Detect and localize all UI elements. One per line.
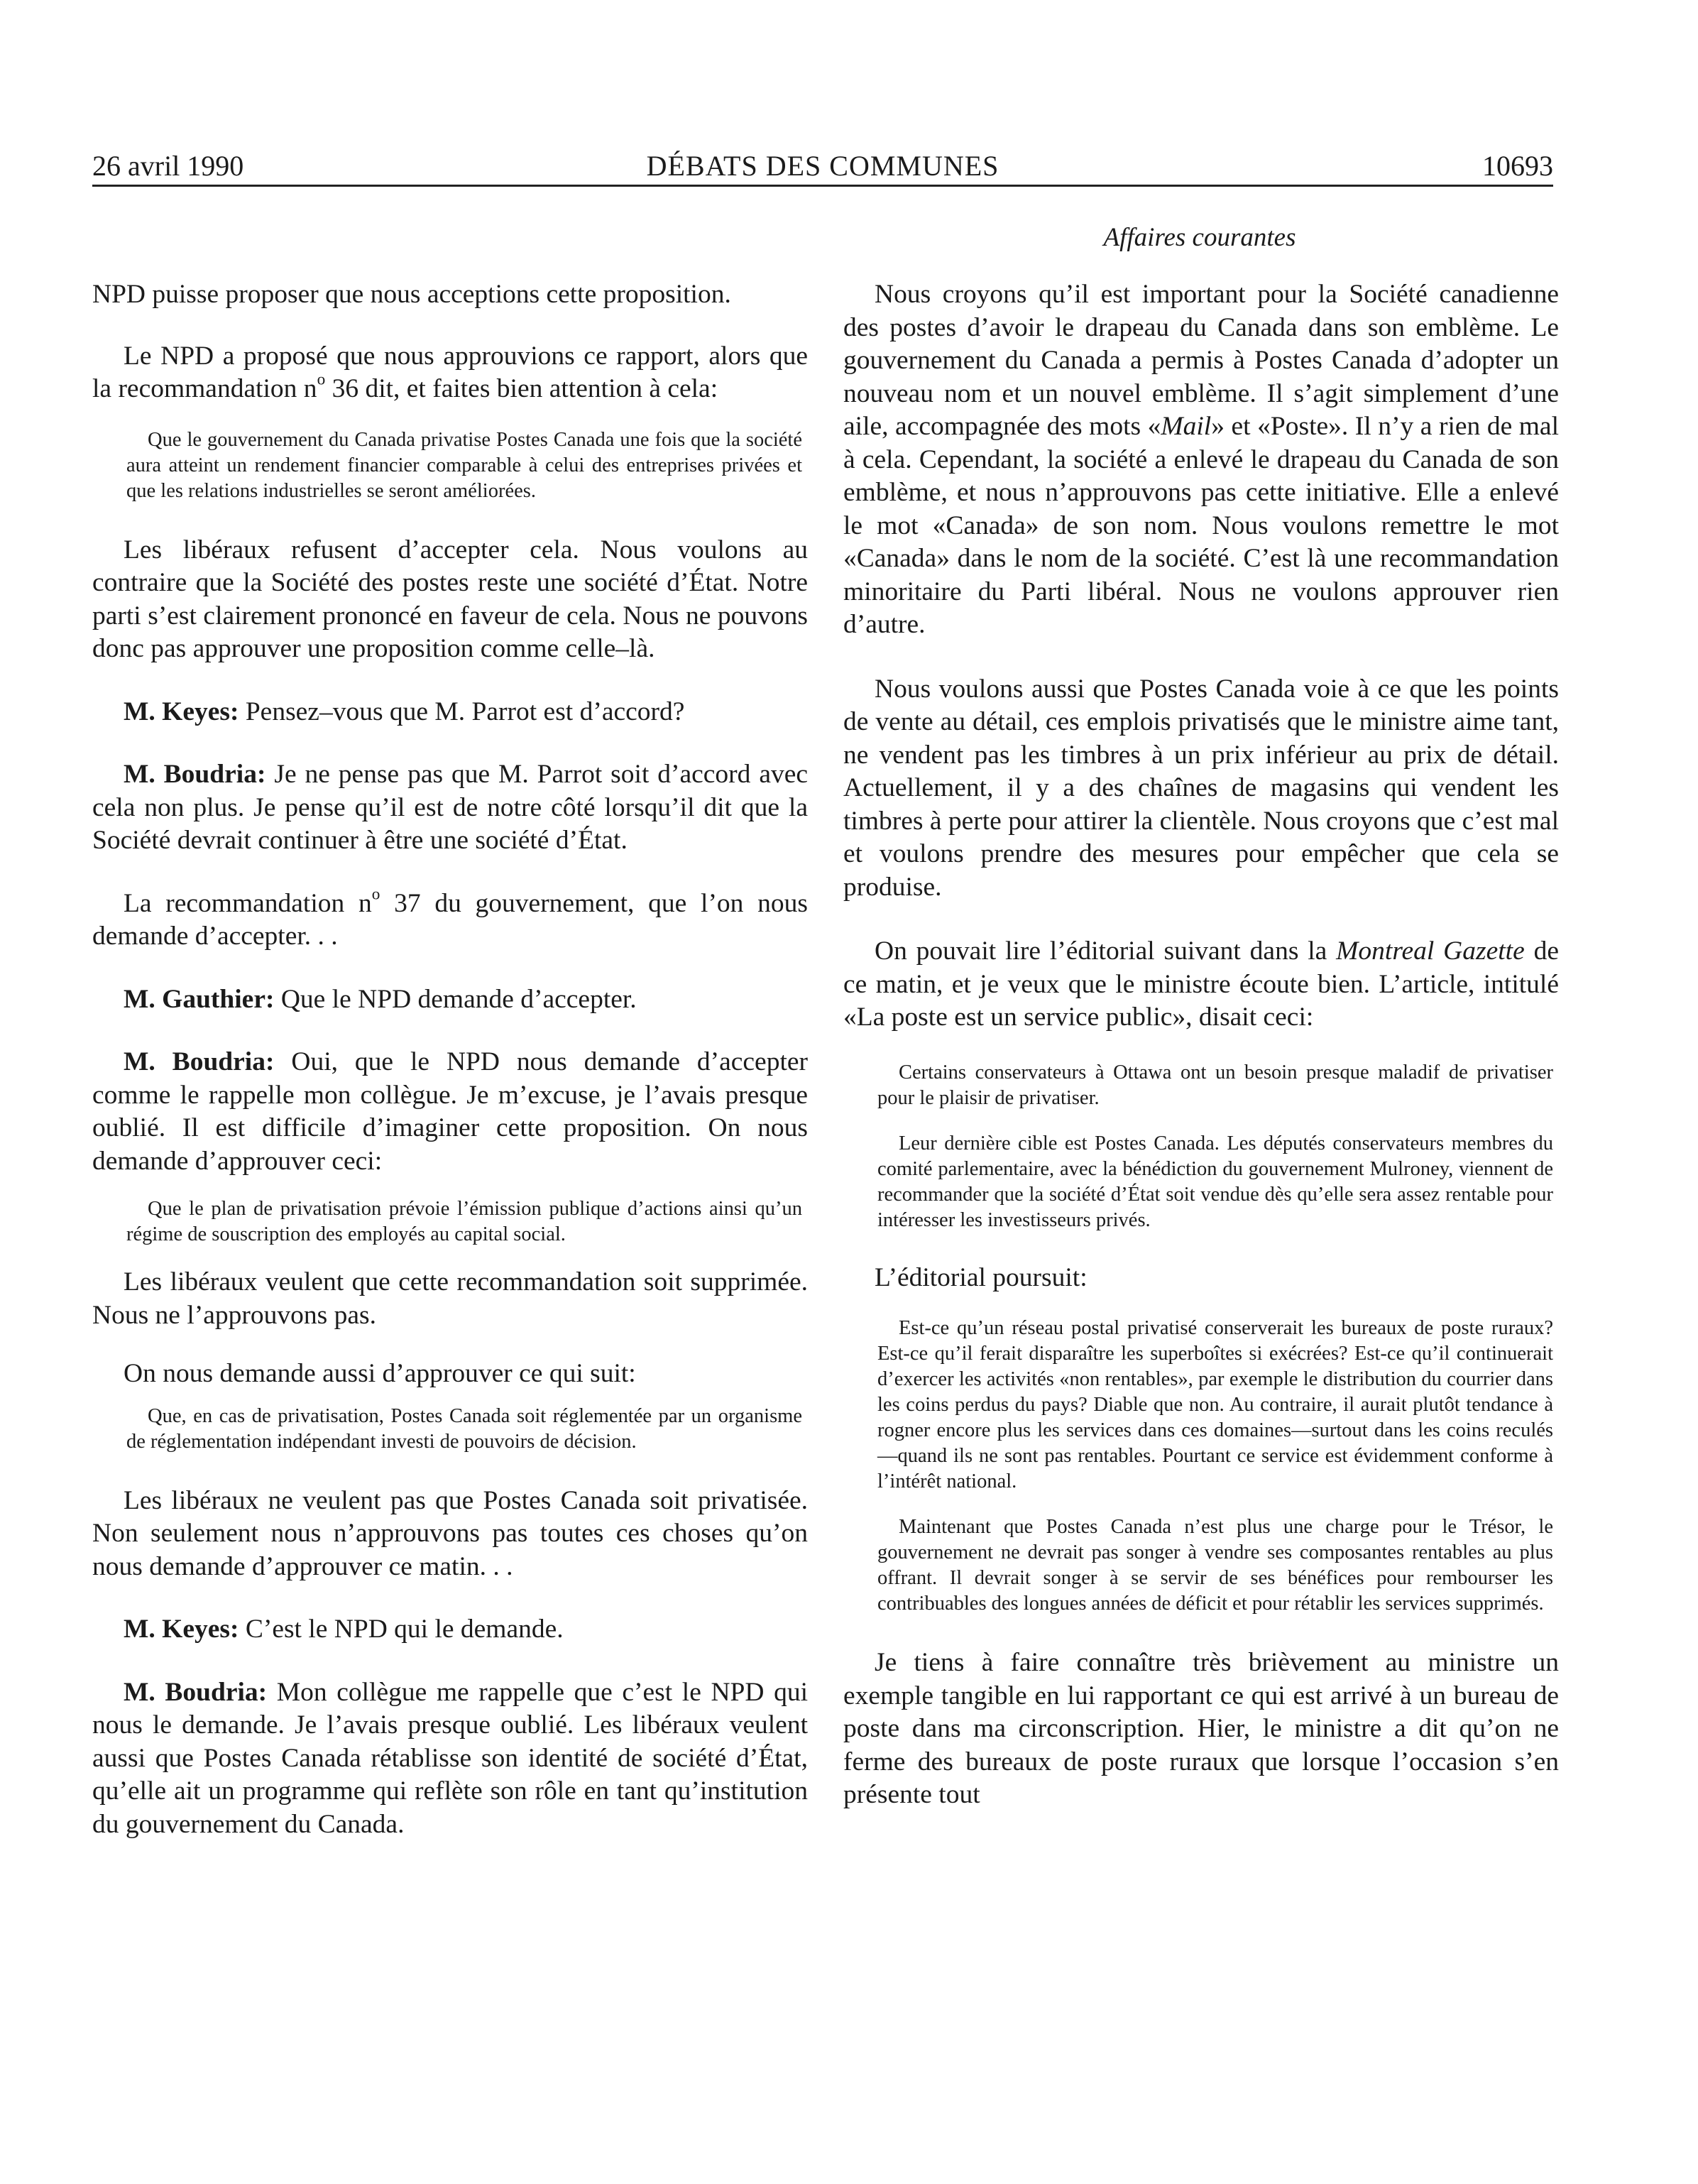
header-date: 26 avril 1990 xyxy=(92,150,244,182)
block-quote: Maintenant que Postes Canada n’est plus une charge pour le Trésor, le gouvernement ne devrait pas songer à vendre ses composantes rentables au plus offrant. Il devrait songer à se servir de ses bénéfices pour rembourser les contribuables des longues années de déficit et pour rétablir les services supprimés. xyxy=(877,1516,1553,1615)
header-title: DÉBATS DES COMMUNES xyxy=(646,150,999,182)
paragraph: Les libéraux refusent d’accepter cela. Nous voulons au contraire que la Société des postes reste une société d’État. Notre parti s’est clairement prononcé en faveur de cela. Nous ne pouvons donc pas approuver une proposition comme celle–là. xyxy=(92,535,808,663)
speaker-name: M. Keyes: xyxy=(124,1615,239,1644)
paragraph: L’éditorial poursuit: xyxy=(875,1262,1088,1292)
paragraph: NPD puisse proposer que nous acceptions cette proposition. xyxy=(92,280,731,309)
speaker-name: M. Gauthier: xyxy=(124,984,275,1014)
block-quote: Leur dernière cible est Postes Canada. Les députés conservateurs membres du comité parlementaire, avec la bénédiction du gouvernement Mulroney, viennent de recommander que la société d’État soit vendue dès qu’elle sera assez rentable pour intéresser les investisseurs privés. xyxy=(877,1132,1553,1231)
paragraph: Nous voulons aussi que Postes Canada voie à ce que les points de vente au détail, ces emplois privatisés que le ministre aime tant, ne vendent pas les timbres à un prix inférieur au prix de détail. Actuellement, il y a des chaînes de magasins qui vendent les timbres à perte pour attirer la clientèle. Nous croyons que c’est mal et voulons prendre des mesures pour empêcher que cela se produise. xyxy=(843,674,1559,902)
block-quote: Que, en cas de privatisation, Postes Canada soit réglementée par un organisme de réglementation indépendant investi de pouvoirs de décision. xyxy=(126,1404,802,1453)
block-quote: Est-ce qu’un réseau postal privatisé conserverait les bureaux de poste ruraux? Est-ce qu’il ferait disparaître les superboîtes si exécrées? Est-ce qu’il continuerait d’exercer les activités «non rentables», par exemple le distribution du courrier dans les coins perdus du pays? Diable que non. Au contraire, il aurait plutôt tendance à rogner encore plus les services dans ces domaines—surtout dans les coins reculés—quand ils ne sont pas rentables. Pourtant ce service est évidemment conforme à l’intérêt national. xyxy=(877,1317,1553,1492)
speaker-paragraph: M. Boudria: Mon collègue me rappelle que c’est le NPD qui nous le demande. Je l’avais presque oublié. Les libéraux veulent aussi que Postes Canada rétablisse son identité de société d’État, qu’elle ait un programme qui reflète son rôle en tant qu’institution du gouvernement du Canada. xyxy=(92,1677,808,1839)
speaker-name: M. Boudria: xyxy=(124,760,266,789)
speaker-name: M. Boudria: xyxy=(124,1677,268,1707)
paragraph: Les libéraux veulent que cette recommandation soit supprimée. Nous ne l’approuvons pas. xyxy=(92,1267,808,1330)
paragraph: On pouvait lire l’éditorial suivant dans la Montreal Gazette de ce matin, et je veux que le ministre écoute bien. L’article, intitulé «La poste est un service public», disait ceci: xyxy=(843,937,1559,1032)
speaker-paragraph: M. Keyes: Pensez–vous que M. Parrot est d’accord? xyxy=(124,697,685,726)
paragraph: Les libéraux ne veulent pas que Postes Canada soit privatisée. Non seulement nous n’approuvons pas toutes ces choses qu’on nous demande d’approuver ce matin. . . xyxy=(92,1485,808,1581)
paragraph: Le NPD a proposé que nous approuvions ce rapport, alors que la recommandation $n^o$ 36 dit, et faites bien attention à cela: xyxy=(92,341,808,403)
block-quote: Que le gouvernement du Canada privatise Postes Canada une fois que la société aura atteint un rendement financier comparable à celui des entreprises privées et que les relations industrielles se seront améliorées. xyxy=(126,428,802,502)
speaker-name: M. Keyes: xyxy=(124,697,239,726)
paragraph: La recommandation $n^o$ 37 du gouvernement, que l’on nous demande d’accepter. . . xyxy=(92,885,808,951)
section-label: Affaires courantes xyxy=(1103,223,1296,252)
left-column xyxy=(92,278,808,1841)
block-quote: Que le plan de privatisation prévoie l’émission publique d’actions ainsi qu’un régime de souscription des employés au capital social. xyxy=(126,1198,802,1245)
block-quote: Certains conservateurs à Ottawa ont un besoin presque maladif de privatiser pour le plaisir de privatiser. xyxy=(877,1061,1553,1109)
header-page-number: 10693 xyxy=(1482,150,1553,182)
speaker-paragraph: M. Boudria: Oui, que le NPD nous demande d’accepter comme le rappelle mon collègue. Je m’excuse, je l’avais presque oublié. Il est difficile d’imaginer cette proposition. On nous demande d’approuver ceci: xyxy=(92,1047,809,1176)
speaker-paragraph: M. Keyes: C’est le NPD qui le demande. xyxy=(124,1615,564,1644)
speaker-name: M. Boudria: xyxy=(124,1047,275,1076)
paragraph: Je tiens à faire connaître très brièvement au ministre un exemple tangible en lui rapportant ce qui est arrivé à un bureau de poste dans ma circonscription. Hier, le ministre a dit qu’on ne ferme des bureaux de poste ruraux que lorsque l’occasion s’en présente tout xyxy=(843,1648,1559,1809)
right-column xyxy=(843,278,1559,1812)
paragraph: On nous demande aussi d’approuver ce qui suit: xyxy=(124,1359,636,1388)
speaker-paragraph: M. Boudria: Je ne pense pas que M. Parrot soit d’accord avec cela non plus. Je pense qu’il est de notre côté lorsqu’il dit que la Société devrait continuer à être une société d’État. xyxy=(92,760,809,855)
paragraph: Nous croyons qu’il est important pour la Société canadienne des postes d’avoir le drapeau du Canada dans son emblème. Le gouvernement du Canada a permis à Postes Canada d’adopter un nouveau nom et un nouvel emblème. Il s’agit simplement d’une aile, accompagnée des mots «Mail» et «Poste». Il n’y a rien de mal à cela. Cependant, la société a enlevé le drapeau du Canada de son emblème, et nous n’approuvons pas cette initiative. Elle a enlevé le mot «Canada» de son nom. Nous voulons remettre le mot «Canada» dans le nom de la société. C’est là une recommandation minoritaire du Parti libéral. Nous ne voulons approuver rien d’autre. xyxy=(843,280,1559,639)
speaker-paragraph: M. Gauthier: Que le NPD demande d’accepter. xyxy=(124,984,637,1014)
page-header xyxy=(92,148,1553,187)
